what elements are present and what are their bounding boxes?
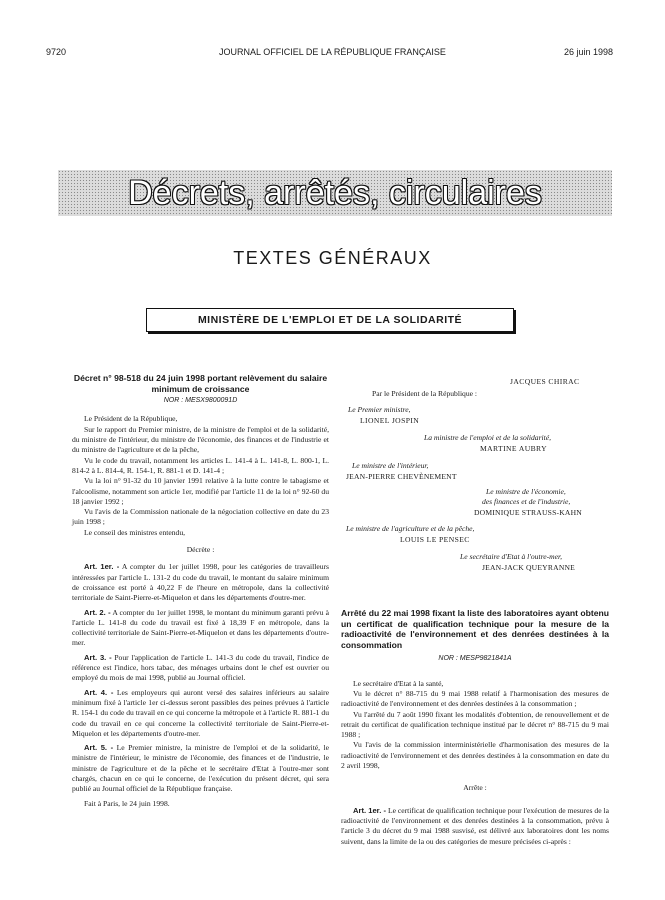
article-text: A compter du 1er juillet 1998, pour les catégories de travailleurs intéressées par l'article L. 131-2 du code du travail, le montant du salaire minimum de croissance est porté à 40,22 F de l'heure en métropole, dans la collectivité territoriale de Saint-Pierre-et-Miquelon et dans les départements d'outre-mer. [72,562,330,603]
decret-paragraph: Le Président de la République, [84,414,178,424]
signature-president: JACQUES CHIRAC [510,377,580,386]
decret-paragraph: Sur le rapport du Premier ministre, de la ministre de l'emploi et de la solidarité, du ministre de l'intérieur, du ministre de l'économie, des finances et de l'industrie et du ministre de l'agriculture et de la pêche, [72,424,329,455]
article-4 [72,688,329,739]
ministry-box: MINISTÈRE DE L'EMPLOI ET DE LA SOLIDARITÉ [146,308,514,332]
decret-column [72,373,329,809]
signature-pm-name: LIONEL JOSPIN [360,416,420,425]
arrete-paragraph: Vu le décret n° 88-715 du 9 mai 1988 relatif à l'harmonisation des mesures de radioactivité de l'environnement et des denrées destinées à la consommation ; [341,688,609,709]
article-text: Pour l'application de l'article L. 141-3 du code du travail, l'indice de référence est l'indice, hors tabac, des ménages urbains dont le chef est ouvrier ou employé du mois de mai 1998, publié au Journal officiel. [72,652,329,683]
article-text: Les employeurs qui auront versé des salaires inférieurs au salaire minimum fixé à l'article 1er ci-dessus seront passibles des peines prévues à l'article R. 154-1 du code du travail en ce qui concerne la métropole et à l'article R. 881-1 du code du travail en ce qui concerne la collectivité territoriale de Saint-Pierre-et-Miquelon et les départements d'outre-mer. [72,687,329,738]
arrete-article-1 [341,806,609,847]
signature-agri-title: Le ministre de l'agriculture et de la pêche, [346,524,475,533]
arrete-paragraph: Vu l'avis de la commission interministérielle d'harmonisation des mesures de la radioactivité de l'environnement et des denrées destinées à la consommation en date du 2 avril 1998, [341,740,609,771]
decret-paragraph: Vu l'avis de la Commission nationale de la négociation collective en date du 23 juin 1998 ; [72,507,329,527]
decret-nor: NOR : MESX9800091D [163,397,238,405]
signature-eco-name: DOMINIQUE STRAUSS-KAHN [474,508,582,517]
decret-title: Décret n° 98-518 du 24 juin 1998 portant relèvement du salaire minimum de croissance [73,373,328,394]
article-3 [72,653,329,684]
arrete-title: Arrêté du 22 mai 1998 fixant la liste des laboratoires ayant obtenu un certificat de qualification technique pour la mesure de la radioactivité de l'environnement et des denrées destinées à la consommation [341,608,609,650]
article-5 [72,743,329,794]
signature-interieur-title: Le ministre de l'intérieur, [352,461,429,470]
article-label: Art. 5. - [84,743,114,753]
signature-emploi-name: MARTINE AUBRY [480,444,547,453]
signature-om-name: JEAN-JACK QUEYRANNE [482,563,576,572]
article-label: Art. 4. - [84,687,114,697]
section-title: TEXTES GÉNÉRAUX [233,248,432,268]
article-2 [72,608,329,649]
journal-title: JOURNAL OFFICIEL DE LA RÉPUBLIQUE FRANÇAISE [219,47,446,57]
arrete-column [341,608,609,847]
article-1 [72,562,329,603]
banner-title: Décrets, arrêtés, circulaires [128,174,542,212]
article-label: Art. 1er. - [84,562,120,572]
signature-pm-title: Le Premier ministre, [348,405,411,414]
decret-paragraph: Vu le code du travail, notamment les articles L. 141-4 à L. 141-8, L. 800-1, L. 814-2 à L. 814-4, R. 154-1, R. 881-1 et D. 141-4 ; [72,455,329,475]
signature-emploi-title: La ministre de l'emploi et de la solidarité, [424,433,552,442]
article-text: Le certificat de qualification technique pour l'exécution de mesures de la radioactivité de l'environnement et des denrées destinées à la consommation, prévu à l'article 3 du décret du 9 mai 1988 susvisé, est délivré aux laboratoires dont les noms suivent, dans la limite de la ou des catégories de mesure précisées ci-après : [341,805,609,846]
signature-om-title: Le secrétaire d'Etat à l'outre-mer, [460,552,563,561]
fait-a-paris: Fait à Paris, le 24 juin 1998. [84,798,170,808]
article-label: Art. 3. - [84,652,112,662]
arrete-paragraph: Vu l'arrêté du 7 août 1990 fixant les modalités d'obtention, de renouvellement et de retrait du certificat de qualification technique institué par le décret n° 88-715 du 9 mai 1988 ; [341,709,609,740]
signature-eco-title-2: des finances et de l'industrie, [482,497,571,506]
signature-eco-title-1: Le ministre de l'économie, [486,487,566,496]
arrete-paragraph: Le secrétaire d'Etat à la santé, [353,678,444,688]
arrete-label: Arrête : [463,783,487,793]
arrete-nor: NOR : MESP9821841A [438,655,512,663]
decret-paragraph: Vu la loi n° 91-32 du 10 janvier 1991 relative à la lutte contre le tabagisme et l'alcoolisme, notamment son article 1er, modifié par l'article 11 de la loi n° 92-60 du 18 janvier 1992 ; [72,476,329,506]
decrete-label: Décrète : [186,545,215,555]
decret-paragraph: Le conseil des ministres entendu, [84,527,186,537]
article-text: A compter du 1er juillet 1998, le montant du minimum garanti prévu à l'article L. 141-8 du code du travail est fixé à 18,39 F en métropole, dans la collectivité territoriale de Saint-Pierre-et-Miquelon et dans les départements d'outre-mer. [72,607,329,648]
article-text: Le Premier ministre, la ministre de l'emploi et de la solidarité, le ministre de l'intérieur, le ministre de l'économie, des finances et de l'industrie, le ministre de l'agriculture et de la pêche et le secrétaire d'Etat à l'outre-mer sont chargés, chacun en ce qui le concerne, de l'exécution du présent décret, qui sera publié au Journal officiel de la République française. [72,743,329,794]
article-label: Art. 1er. - [353,805,386,815]
publication-date: 26 juin 1998 [563,47,613,57]
page-number: 9720 [46,47,67,57]
signature-par-president: Par le Président de la République : [372,389,478,398]
signature-interieur-name: JEAN-PIERRE CHEVÈNEMENT [346,472,457,481]
signature-agri-name: LOUIS LE PENSEC [400,535,470,544]
article-label: Art. 2. - [84,607,111,617]
